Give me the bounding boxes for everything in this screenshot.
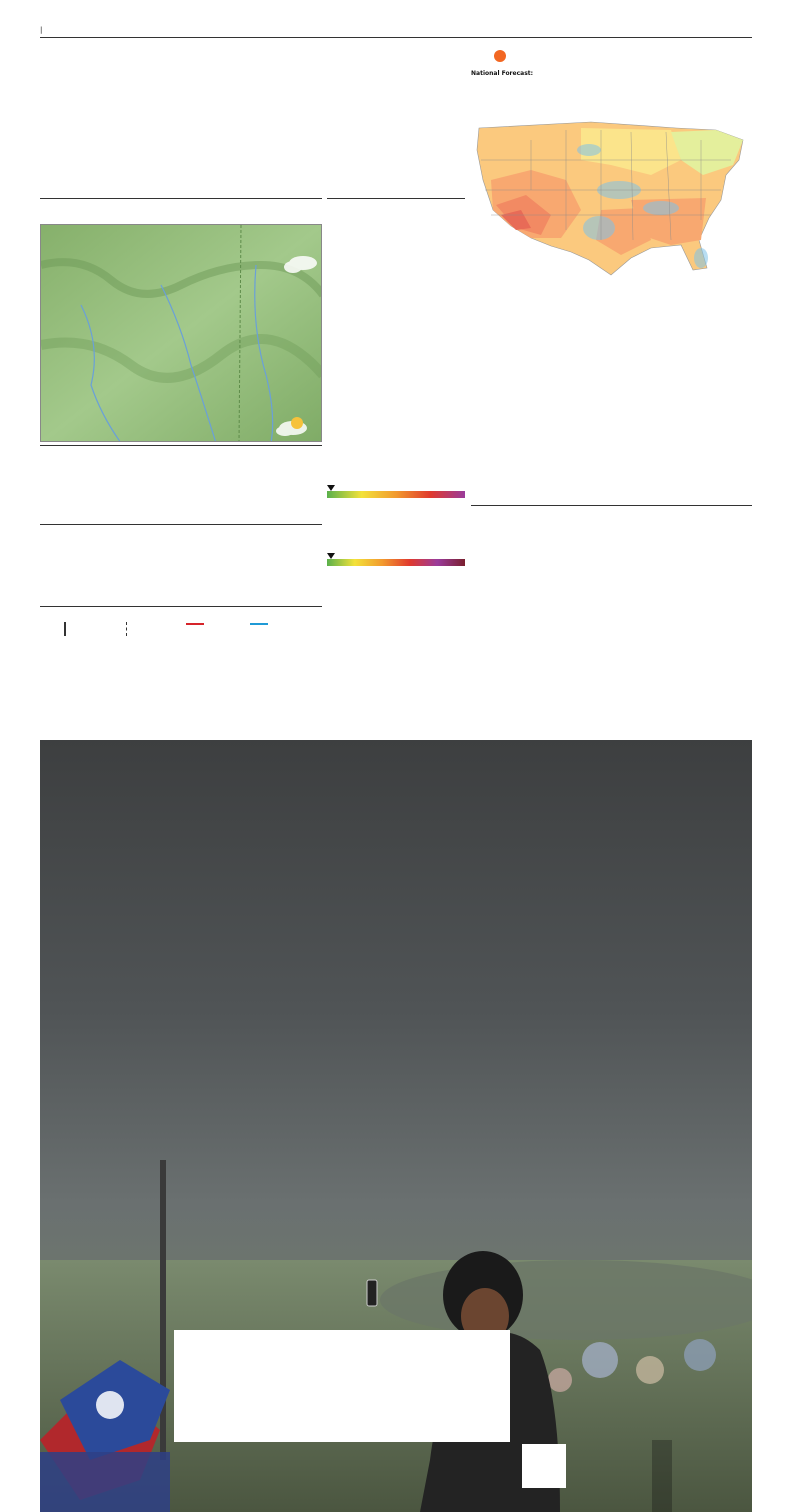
uv-scale: [327, 485, 465, 505]
temperature-trends-heading: [40, 606, 322, 607]
national-map: [471, 120, 752, 277]
ad-joy-box: [174, 1330, 510, 1442]
regional-cities-heading: [40, 445, 322, 446]
national-forecast-text: National Forecast:: [471, 70, 534, 77]
ad-qr-code[interactable]: [522, 1444, 566, 1488]
almanac-heading: [327, 198, 465, 199]
temperature-legend: [471, 279, 752, 291]
ad-joy-text: [174, 1330, 510, 1338]
page-header: [40, 24, 752, 38]
ad-qr-label: [536, 1458, 554, 1474]
qr-code[interactable]: [501, 653, 553, 705]
trend-svg: [40, 620, 322, 738]
skywatch-section: [327, 611, 465, 617]
regional-map: [40, 224, 322, 442]
qr-svg: [501, 653, 553, 705]
page-folio: |: [40, 26, 43, 34]
air-quality-scale: [327, 553, 465, 579]
accuweather-sun-icon: [494, 50, 506, 62]
uv-marker: [327, 485, 335, 491]
air-quality-bar: [327, 559, 465, 566]
regional-forecast-heading: [40, 198, 322, 199]
us-map-svg: [471, 120, 752, 277]
world-forecast-heading: [471, 505, 752, 506]
precip-legend: [471, 294, 752, 310]
temperature-trends-chart: [40, 620, 322, 738]
advertisement[interactable]: [40, 740, 752, 1512]
uv-bar: [327, 491, 465, 498]
accuweather-logo[interactable]: [494, 48, 509, 64]
uv-section: [327, 482, 465, 505]
lake-levels-heading: [40, 524, 322, 525]
air-quality-section: [327, 550, 465, 579]
regional-map-terrain: [41, 225, 322, 442]
